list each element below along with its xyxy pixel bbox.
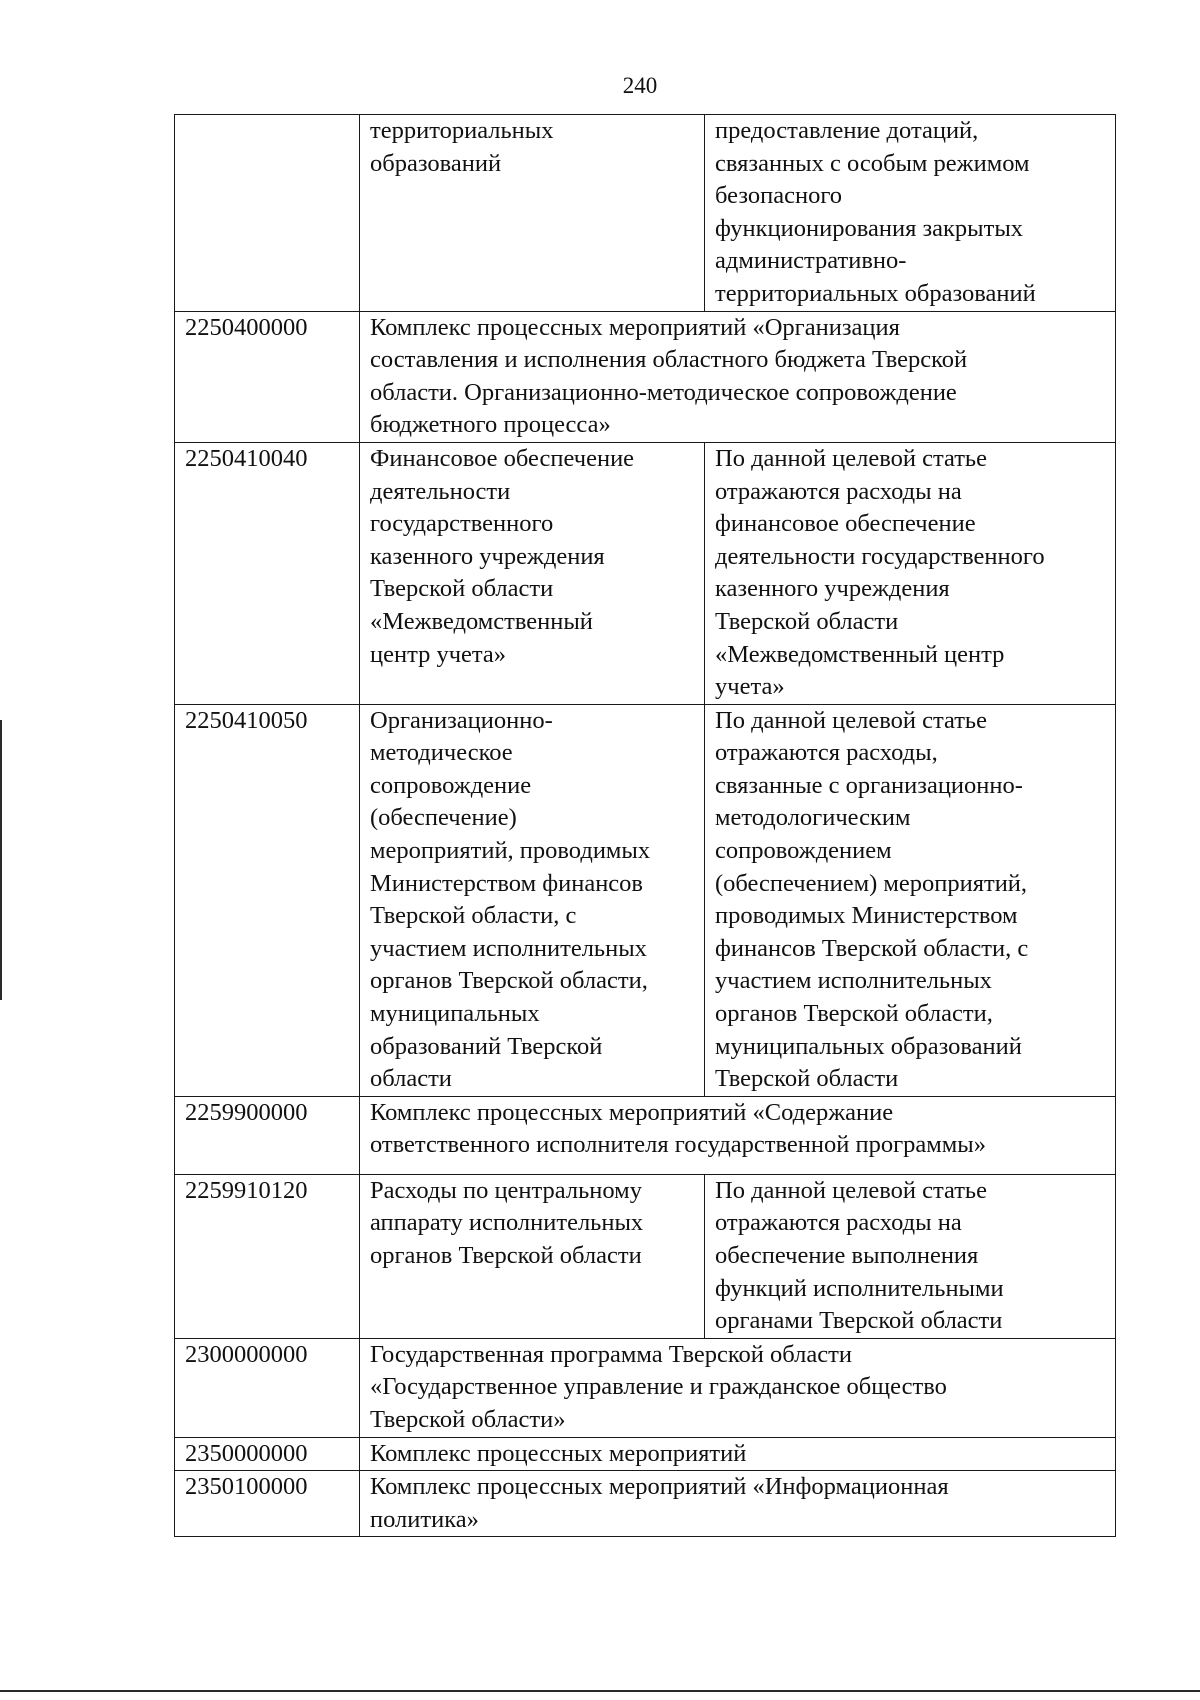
- article-section-title: Комплекс процессных мероприятий «Организация составления и исполнения областного бюджета Тверской области. Организационно-методическое сопровождение бюджетного процесса»: [360, 311, 1116, 442]
- table-row: [175, 311, 1116, 442]
- target-articles-table: [174, 114, 1116, 1537]
- article-name: территориальных образований: [360, 115, 705, 312]
- article-description: По данной целевой статье отражаются расходы на обеспечение выполнения функций исполнительными органами Тверской области: [705, 1174, 1116, 1338]
- article-section-title: Комплекс процессных мероприятий: [360, 1437, 1116, 1471]
- table-row: [175, 1096, 1116, 1174]
- article-name: Финансовое обеспечение деятельности государственного казенного учреждения Тверской области «Межведомственный центр учета»: [360, 442, 705, 704]
- scan-edge-mark: [0, 720, 2, 1000]
- table-row: [175, 115, 1116, 312]
- article-name: Организационно- методическое сопровождение (обеспечение) мероприятий, проводимых Министерством финансов Тверской области, с участием исполнительных органов Тверской области, муниципальных образований Тверской области: [360, 704, 705, 1096]
- article-section-title: Комплекс процессных мероприятий «Информационная политика»: [360, 1471, 1116, 1537]
- article-code: 2259910120: [175, 1174, 360, 1338]
- table-row: [175, 1174, 1116, 1338]
- article-section-title: Комплекс процессных мероприятий «Содержание ответственного исполнителя государственной программы»: [360, 1096, 1116, 1174]
- table-row: [175, 1437, 1116, 1471]
- article-code: 2300000000: [175, 1338, 360, 1437]
- article-code: 2350100000: [175, 1471, 360, 1537]
- article-code: 2250410050: [175, 704, 360, 1096]
- table-row: [175, 1471, 1116, 1537]
- article-name: Расходы по центральному аппарату исполнительных органов Тверской области: [360, 1174, 705, 1338]
- article-code: 2259900000: [175, 1096, 360, 1174]
- page-number: 240: [622, 73, 658, 98]
- article-code: 2250410040: [175, 442, 360, 704]
- article-description: предоставление дотаций, связанных с особым режимом безопасного функционирования закрытых административно- территориальных образований: [705, 115, 1116, 312]
- table-row: [175, 442, 1116, 704]
- article-section-title: Государственная программа Тверской области «Государственное управление и гражданское общество Тверской области»: [360, 1338, 1116, 1437]
- article-description: По данной целевой статье отражаются расходы на финансовое обеспечение деятельности государственного казенного учреждения Тверской области «Межведомственный центр учета»: [705, 442, 1116, 704]
- table-row: [175, 1338, 1116, 1437]
- article-code: 2350000000: [175, 1437, 360, 1471]
- article-code: [175, 115, 360, 312]
- article-description: По данной целевой статье отражаются расходы, связанные с организационно- методологическим сопровождением (обеспечением) мероприятий, проводимых Министерством финансов Тверской области, с участием исполнительных органов Тверской области, муниципальных образований Тверской области: [705, 704, 1116, 1096]
- article-code: 2250400000: [175, 311, 360, 442]
- scan-bottom-edge: [0, 1690, 1200, 1692]
- table-row: [175, 704, 1116, 1096]
